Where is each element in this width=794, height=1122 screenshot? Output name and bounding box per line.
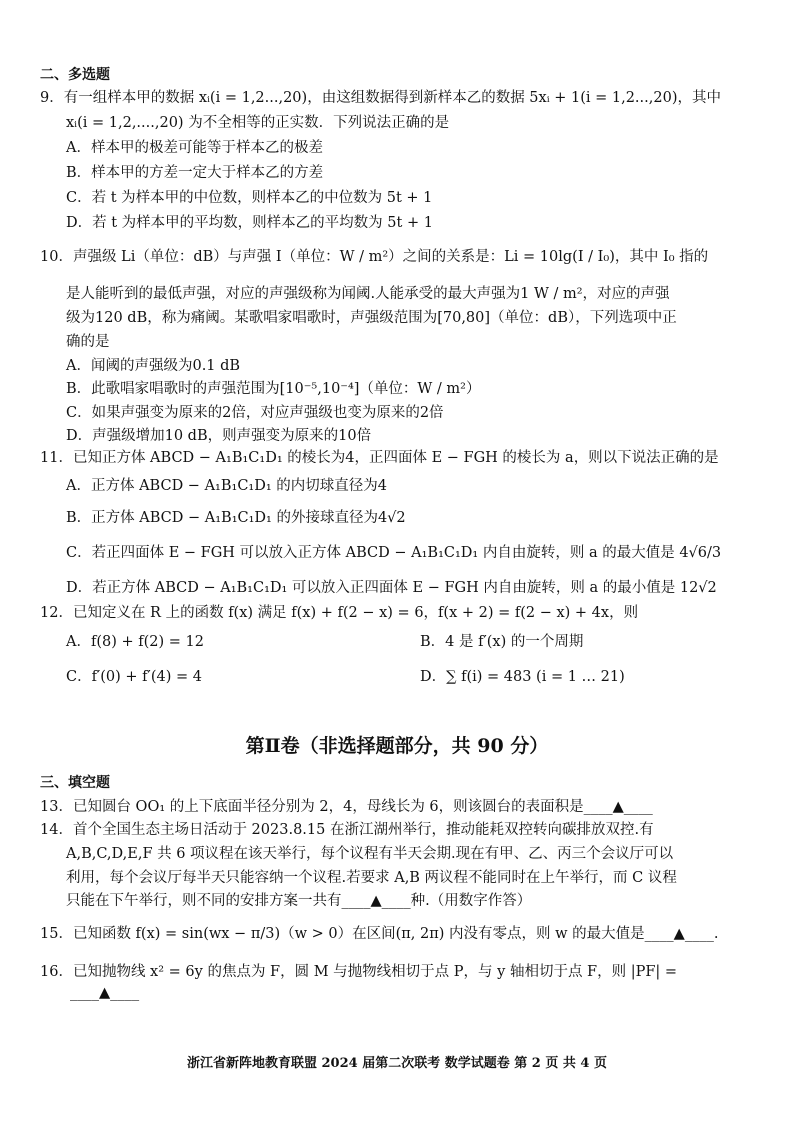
q9-line1: 9．有一组样本甲的数据 xᵢ(i = 1,2...,20)，由这组数据得到新样本乙的数据 5xᵢ + 1(i = 1,2...,20)，其中 [40,90,721,106]
q9-option-c: C．若 t 为样本甲的中位数，则样本乙的中位数为 5t + 1 [66,190,433,206]
q10-option-c: C．如果声强变为原来的2倍，对应声强级也变为原来的2倍 [66,405,444,421]
section-2-heading: 二、多选题 [40,67,110,83]
q10-line3: 级为120 dB，称为痛阈。某歌唱家唱歌时，声强级范围为[70,80]（单位：dB），下列选项中正 [66,310,677,326]
q11-option-c: C．若正四面体 E − FGH 可以放入正方体 ABCD − A₁B₁C₁D₁ 内自由旋转，则 a 的最大值是 4√6/3 [66,545,722,561]
q14-line4: 只能在下午举行，则不同的安排方案一共有____▲____种.（用数字作答） [66,893,532,909]
q16-line2: ____▲____ [70,985,140,1001]
q12-option-d: D．∑ f(i) = 483 (i = 1 … 21) [420,669,625,685]
q14-line1: 14．首个全国生态主场日活动于 2023.8.15 在浙江湖州举行，推动能耗双控转向碳排放双控.有 [40,822,654,838]
page-footer: 浙江省新阵地教育联盟 2024 届第二次联考 数学试题卷 第 2 页 共 4 页 [186,1056,607,1071]
question-13: 13．已知圆台 OO₁ 的上下底面半径分别为 2，4，母线长为 6，则该圆台的表面积是____▲____ [40,799,653,815]
q9-option-d: D．若 t 为样本甲的平均数，则样本乙的平均数为 5t + 1 [66,215,433,231]
q9-option-a: A．样本甲的极差可能等于样本乙的极差 [66,140,323,156]
q9-option-b: B．样本甲的方差一定大于样本乙的方差 [66,165,324,181]
q12-line1: 12．已知定义在 R 上的函数 f(x) 满足 f(x) + f(2 − x) = 6，f(x + 2) = f(2 − x) + 4x，则 [40,605,639,621]
q10-line4: 确的是 [66,334,110,350]
section-3-heading: 三、填空题 [40,775,110,791]
q12-option-b: B．4 是 f′(x) 的一个周期 [420,634,584,650]
q10-option-b: B．此歌唱家唱歌时的声强范围为[10⁻⁵,10⁻⁴]（单位：W / m²） [66,381,481,397]
q10-line1: 10．声强级 Li（单位：dB）与声强 I（单位：W / m²）之间的关系是：Li = 10lg(I / I₀)，其中 I₀ 指的 [40,249,709,265]
part-2-title: 第Ⅱ卷（非选择题部分，共 90 分） [245,735,549,757]
q9-line2: xᵢ(i = 1,2,....,20) 为不全相等的正实数．下列说法正确的是 [66,115,450,131]
q11-option-b: B．正方体 ABCD − A₁B₁C₁D₁ 的外接球直径为4√2 [66,510,406,526]
q12-option-a: A．f(8) + f(2) = 12 [66,634,204,650]
q12-option-c: C．f′(0) + f′(4) = 4 [66,669,202,685]
q14-line2: A,B,C,D,E,F 共 6 项议程在该天举行，每个议程有半天会期.现在有甲、乙、丙三个会议厅可以 [66,846,674,862]
q10-line2: 是人能听到的最低声强，对应的声强级称为闻阈.人能承受的最大声强为1 W / m²，对应的声强 [66,286,670,302]
q10-option-a: A．闻阈的声强级为0.1 dB [66,358,241,374]
q11-line1: 11．已知正方体 ABCD − A₁B₁C₁D₁ 的棱长为4，正四面体 E − FGH 的棱长为 a，则以下说法正确的是 [40,450,719,466]
q16-line1: 16．已知抛物线 x² = 6y 的焦点为 F，圆 M 与抛物线相切于点 P，与 y 轴相切于点 F，则 |PF| = [40,964,678,980]
q11-option-a: A．正方体 ABCD − A₁B₁C₁D₁ 的内切球直径为4 [66,478,387,494]
q14-line3: 利用，每个会议厅每半天只能容纳一个议程.若要求 A,B 两议程不能同时在上午举行，而 C 议程 [66,870,677,886]
q10-option-d: D．声强级增加10 dB，则声强变为原来的10倍 [66,428,372,444]
question-15: 15．已知函数 f(x) = sin(wx − π/3)（w > 0）在区间(π, 2π) 内没有零点，则 w 的最大值是____▲____. [40,926,719,942]
q11-option-d: D．若正方体 ABCD − A₁B₁C₁D₁ 可以放入正四面体 E − FGH 内自由旋转，则 a 的最小值是 12√2 [66,580,717,596]
